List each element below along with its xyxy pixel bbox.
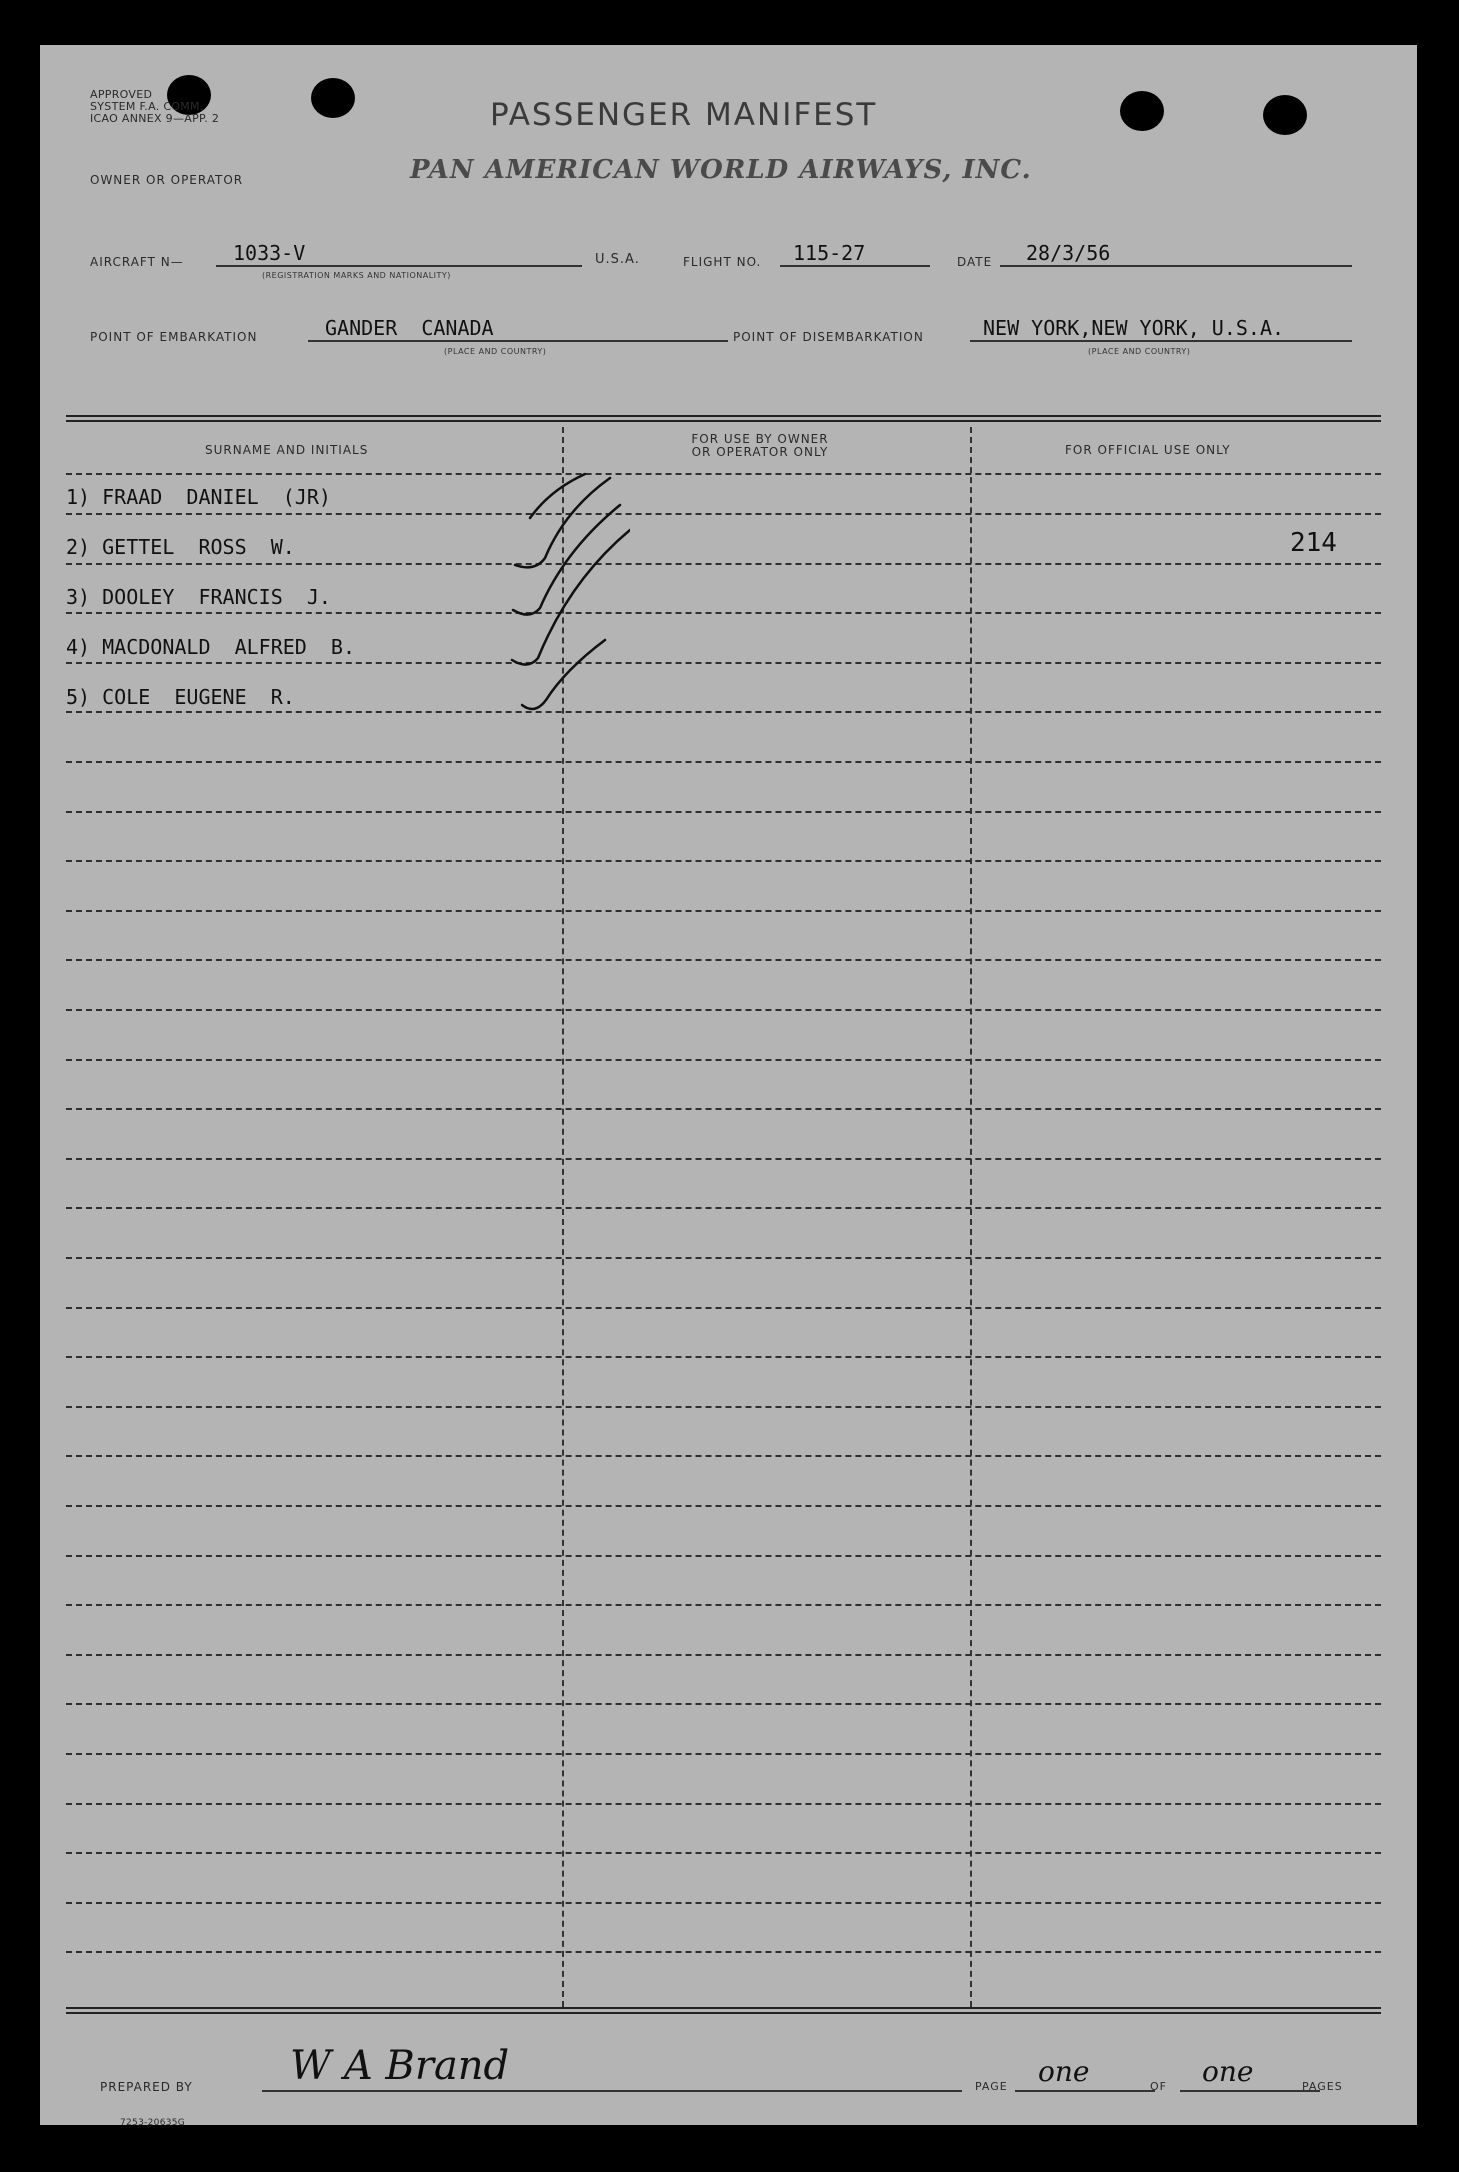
flight-number: 115-27 [793, 241, 866, 265]
page-number: one [1038, 2055, 1090, 2088]
row-line [66, 1059, 1381, 1061]
row-line [66, 1158, 1381, 1160]
row-line [66, 612, 1381, 614]
page-title: PASSENGER MANIFEST [490, 97, 878, 133]
operator-name: PAN AMERICAN WORLD AIRWAYS, INC. [410, 155, 1032, 185]
embarkation-label: POINT OF EMBARKATION [90, 330, 258, 344]
page-total: one [1202, 2055, 1254, 2088]
disembarkation-value: NEW YORK,NEW YORK, U.S.A. [983, 316, 1285, 340]
row-line [66, 1455, 1381, 1457]
row-line [66, 1009, 1381, 1011]
aircraft-label: AIRCRAFT N— [90, 255, 184, 269]
row-line [66, 1257, 1381, 1259]
row-line [66, 1604, 1381, 1606]
row-line [66, 1356, 1381, 1358]
approval-line: SYSTEM F.A. COMM. [90, 100, 204, 113]
column-header-official: FOR OFFICIAL USE ONLY [1065, 443, 1231, 457]
punch-hole [311, 78, 355, 118]
check-mark [512, 530, 630, 665]
disembarkation-sublabel: (PLACE AND COUNTRY) [1088, 347, 1191, 356]
pages-label: PAGES [1302, 2080, 1343, 2093]
passenger-name: 5) COLE EUGENE R. [66, 685, 295, 709]
row-line [66, 1406, 1381, 1408]
column-header-owner-use-line: OR OPERATOR ONLY [691, 445, 829, 459]
row-line [66, 711, 1381, 713]
row-line [66, 563, 1381, 565]
passenger-name: 3) DOOLEY FRANCIS J. [66, 585, 331, 609]
form-number: 7253-20635G [120, 2118, 186, 2128]
manifest-sheet [40, 45, 1417, 2128]
row-line [66, 1753, 1381, 1755]
row-line [66, 959, 1381, 961]
signature: W A Brand [290, 2043, 510, 2089]
passenger-name: 2) GETTEL ROSS W. [66, 535, 295, 559]
row-line [66, 860, 1381, 862]
row-line [66, 1803, 1381, 1805]
aircraft-registration: 1033-V [233, 241, 306, 265]
check-mark [522, 640, 605, 709]
approval-line: APPROVED [90, 88, 153, 101]
column-divider [970, 427, 972, 2007]
approval-line: ICAO ANNEX 9—APP. 2 [90, 112, 220, 125]
row-line [66, 1703, 1381, 1705]
embarkation-value: GANDER CANADA [325, 316, 494, 340]
owner-label: OWNER OR OPERATOR [90, 173, 244, 187]
row-line [66, 1207, 1381, 1209]
row-line [66, 513, 1381, 515]
row-line [66, 1951, 1381, 1953]
disembarkation-label: POINT OF DISEMBARKATION [733, 330, 924, 344]
check-mark [515, 478, 610, 567]
punch-hole [1120, 91, 1164, 131]
approval-note [90, 89, 219, 125]
official-number: 214 [1290, 528, 1337, 558]
row-line [66, 473, 1381, 475]
page-label: PAGE [975, 2080, 1008, 2093]
row-line [66, 1307, 1381, 1309]
passenger-name: 4) MACDONALD ALFRED B. [66, 635, 355, 659]
row-line [66, 1852, 1381, 1854]
check-marks [510, 470, 630, 760]
column-header-owner-use-line: FOR USE BY OWNER [691, 432, 829, 446]
row-line [66, 1555, 1381, 1557]
row-line [66, 1108, 1381, 1110]
flight-date: 28/3/56 [1026, 241, 1111, 265]
aircraft-country: U.S.A. [595, 252, 640, 267]
column-header-owner-use [670, 433, 850, 459]
punch-hole [1263, 95, 1307, 135]
passenger-name: 1) FRAAD DANIEL (JR) [66, 485, 331, 509]
row-line [66, 761, 1381, 763]
row-line [66, 910, 1381, 912]
aircraft-sublabel: (REGISTRATION MARKS AND NATIONALITY) [262, 271, 451, 280]
row-line [66, 1654, 1381, 1656]
table-top-rule [66, 415, 1381, 422]
column-header-surname: SURNAME AND INITIALS [205, 443, 369, 457]
row-line [66, 662, 1381, 664]
row-line [66, 811, 1381, 813]
row-line [66, 1902, 1381, 1904]
check-mark [530, 474, 585, 518]
date-label: DATE [957, 255, 993, 269]
table-bottom-rule [66, 2007, 1381, 2014]
embarkation-sublabel: (PLACE AND COUNTRY) [444, 347, 547, 356]
prepared-by-label: PREPARED BY [100, 2080, 193, 2094]
flight-label: FLIGHT NO. [683, 255, 762, 269]
of-label: OF [1150, 2080, 1167, 2093]
row-line [66, 1505, 1381, 1507]
